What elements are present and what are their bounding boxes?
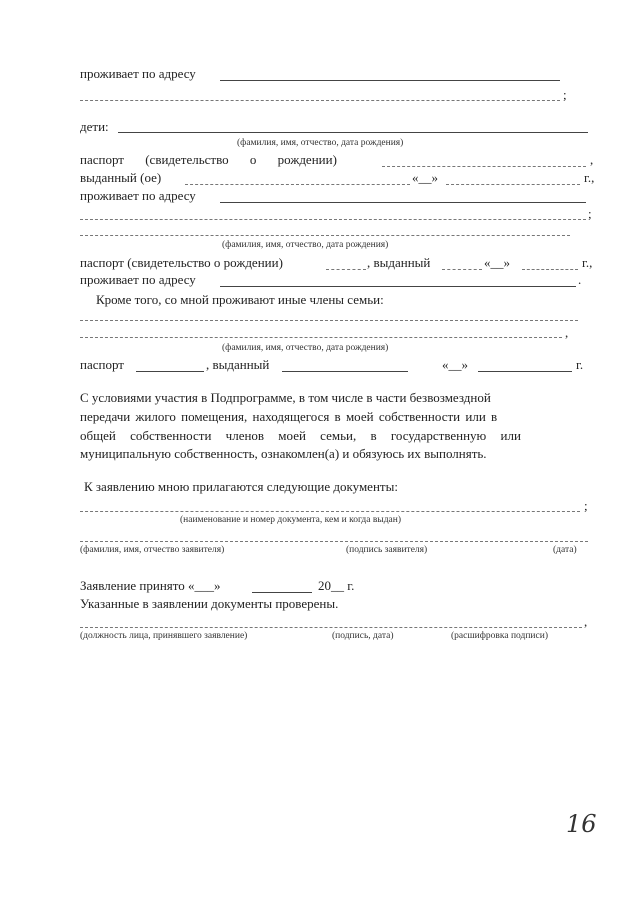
passport-birth-cert-label-2: паспорт (свидетельство о рождении) — [80, 255, 283, 270]
child-2-line[interactable] — [80, 235, 570, 236]
others-label: Кроме того, со мной проживают иные члены семьи: — [96, 292, 384, 307]
comma-3: , — [584, 614, 588, 629]
issued-by-line[interactable] — [185, 184, 410, 185]
conditions-line-4: муниципальную собственность, ознакомлен(а) и обязуюсь их выполнять. — [80, 446, 487, 461]
page-number: 16 — [566, 810, 597, 838]
issued-label-3: , выданный — [206, 357, 270, 372]
hint-fio-dob-2: (фамилия, имя, отчество, дата рождения) — [222, 240, 389, 250]
children-label: дети: — [80, 119, 109, 134]
issued-date-line-3[interactable] — [478, 371, 572, 372]
issued-date-line[interactable] — [446, 184, 580, 185]
address-line-3[interactable] — [220, 202, 586, 203]
comma-2: , — [565, 325, 569, 340]
issued-label-2: , выданный — [367, 255, 431, 270]
issued-day-3: «__» — [442, 357, 468, 372]
issued-by-line-3[interactable] — [282, 371, 408, 372]
semicolon-2: ; — [588, 206, 592, 221]
others-line-2[interactable] — [80, 337, 562, 338]
conditions-line-3: общей собственности членов моей семьи, в государственную или — [80, 428, 521, 443]
hint-sign-date: (подпись, дата) — [332, 631, 394, 641]
address-line-1[interactable] — [220, 80, 560, 81]
address-line-2[interactable] — [80, 100, 560, 101]
others-line-1[interactable] — [80, 320, 578, 321]
applicant-signature-line[interactable] — [80, 541, 588, 542]
conditions-line-2: передачи жилого помещения, находящегося в моей собственности или в — [80, 409, 498, 424]
issued-date-line-2[interactable] — [522, 269, 578, 270]
hint-fio-dob: (фамилия, имя, отчество, дата рождения) — [237, 138, 404, 148]
address-label: проживает по адресу — [80, 66, 196, 81]
verified-label: Указанные в заявлении документы проверены. — [80, 596, 339, 611]
passport-number-line-2[interactable] — [326, 269, 366, 270]
semicolon: ; — [563, 87, 567, 102]
attachments-label: К заявлению мною прилагаются следующие документы: — [84, 479, 398, 494]
year-abbr-2: г., — [582, 255, 593, 270]
attachments-line[interactable] — [80, 511, 580, 512]
address-line-5[interactable] — [220, 286, 576, 287]
official-signature-line[interactable] — [80, 627, 582, 628]
conditions-line-1: С условиями участия в Подпрограмме, в том числе в части безвозмездной — [80, 390, 491, 405]
issued-day: «__» — [412, 170, 438, 185]
year-abbr-3: г. — [576, 357, 584, 372]
address-line-4[interactable] — [80, 219, 586, 220]
passport-number-line-3[interactable] — [136, 371, 204, 372]
address-label-2: проживает по адресу — [80, 188, 196, 203]
accepted-year: 20__ г. — [318, 578, 355, 593]
hint-decoding: (расшифровка подписи) — [451, 631, 548, 641]
hint-position: (должность лица, принявшего заявление) — [80, 631, 248, 641]
accepted-label: Заявление принято «___» — [80, 578, 221, 593]
comma: , — [590, 152, 594, 167]
hint-fio-dob-3: (фамилия, имя, отчество, дата рождения) — [222, 343, 389, 353]
hint-doc: (наименование и номер документа, кем и когда выдан) — [180, 515, 401, 525]
accepted-month-line[interactable] — [252, 592, 312, 593]
passport-number-line[interactable] — [382, 166, 586, 167]
hint-sign-applicant: (подпись заявителя) — [346, 545, 428, 555]
hint-date: (дата) — [553, 545, 577, 555]
address-label-3: проживает по адресу — [80, 272, 196, 287]
passport-birth-cert-label: паспорт (свидетельство о рождении) — [80, 152, 337, 167]
hint-applicant: (фамилия, имя, отчество заявителя) — [80, 545, 225, 555]
period: . — [578, 272, 582, 287]
issued-day-2: «__» — [484, 255, 510, 270]
semicolon-3: ; — [584, 498, 588, 513]
children-line[interactable] — [118, 132, 588, 133]
passport-label: паспорт — [80, 357, 124, 372]
issued-by-line-2[interactable] — [442, 269, 482, 270]
year-abbr: г., — [584, 170, 595, 185]
issued-label: выданный (ое) — [80, 170, 162, 185]
